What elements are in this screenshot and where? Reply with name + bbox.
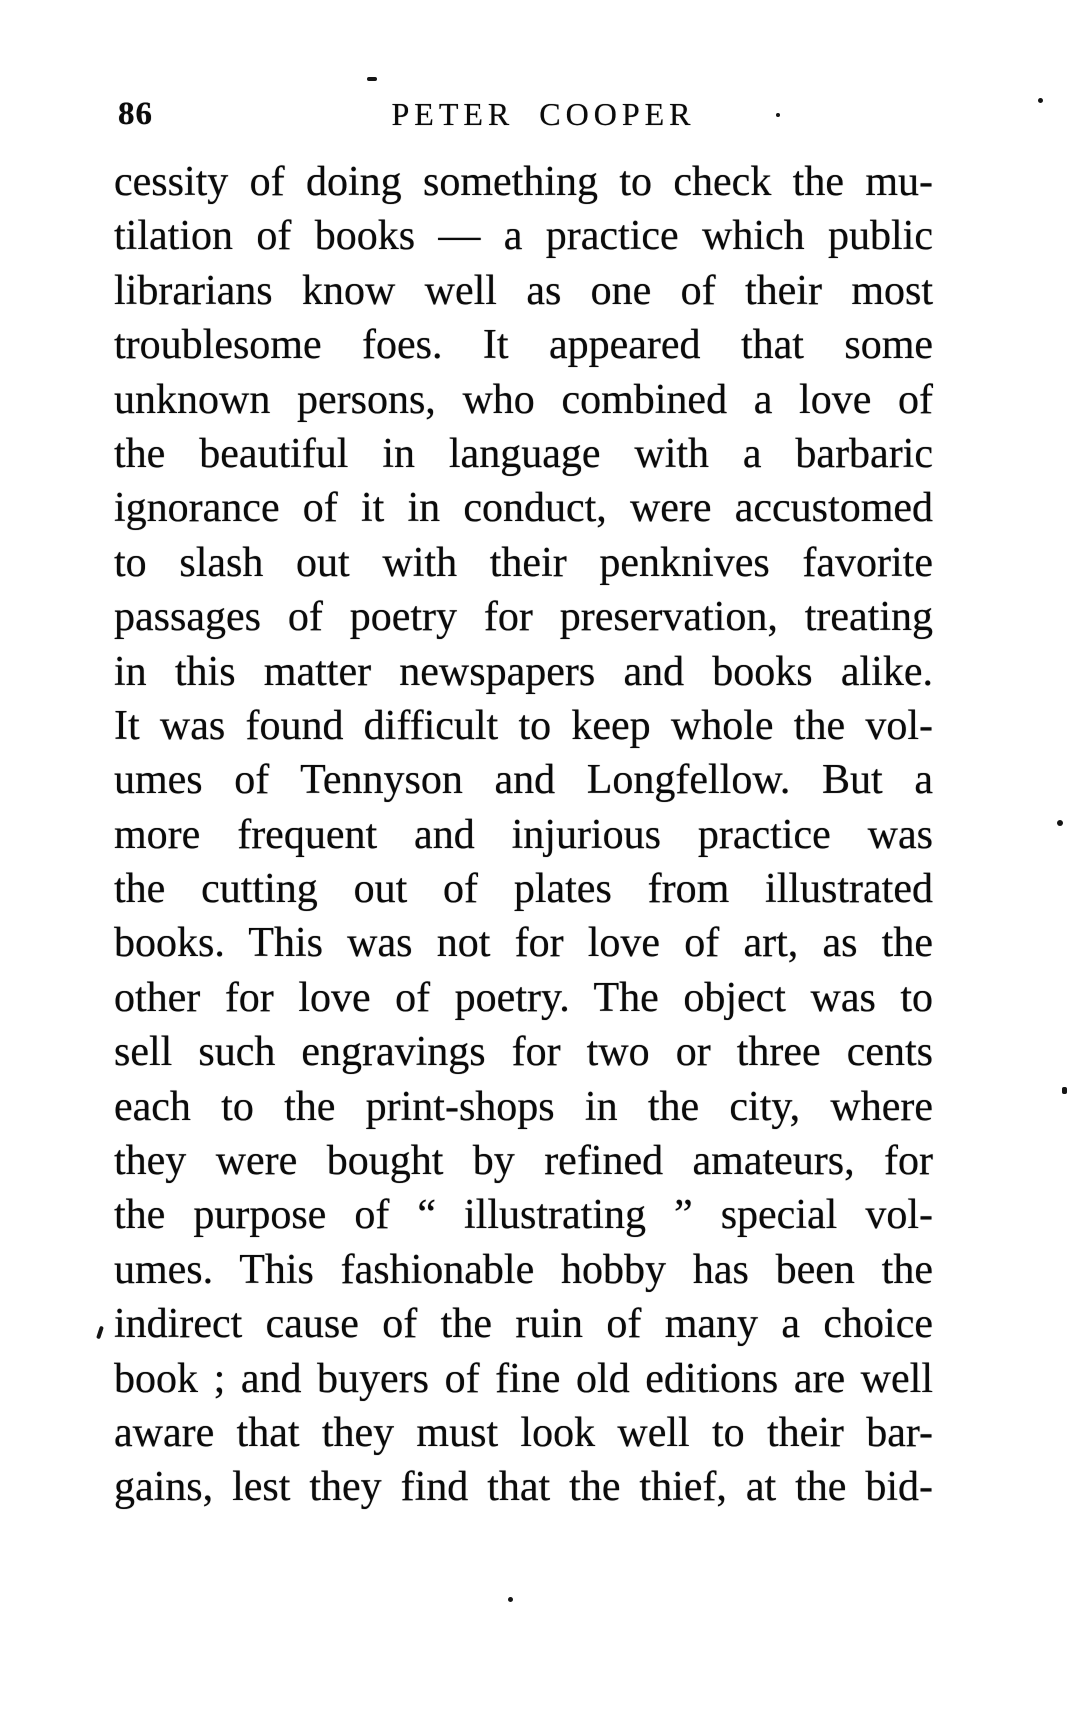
body-text-block	[114, 155, 933, 1515]
scan-speck	[367, 77, 377, 81]
text-line: sell such engravings for two or three cents	[114, 1029, 933, 1076]
text-line: umes of Tennyson and Longfellow. But a	[114, 757, 933, 804]
text-line: tilation of books — a practice which public	[114, 213, 933, 260]
text-line: they were bought by refined amateurs, for	[114, 1138, 933, 1185]
scan-speck	[1057, 820, 1063, 826]
text-line: aware that they must look well to their bar-	[114, 1409, 933, 1456]
scan-speck	[776, 113, 780, 117]
text-line: cessity of doing something to check the mu-	[114, 159, 933, 205]
text-line: umes. This fashionable hobby has been the	[114, 1246, 933, 1293]
page-number: 86	[118, 96, 153, 132]
text-line: book ; and buyers of fine old editions are well	[114, 1355, 933, 1402]
text-line: gains, lest they find that the thief, at the bid-	[114, 1464, 933, 1511]
text-line: to slash out with their penknives favorite	[114, 539, 933, 586]
text-line: other for love of poetry. The object was to	[114, 974, 933, 1021]
scan-speck	[1038, 98, 1043, 103]
scan-speck	[1062, 1087, 1067, 1094]
text-line: more frequent and injurious practice was	[114, 811, 933, 858]
text-line: books. This was not for love of art, as the	[114, 920, 933, 967]
text-line: each to the print-shops in the city, where	[114, 1083, 933, 1130]
text-line: passages of poetry for preservation, treating	[114, 594, 933, 641]
text-line: in this matter newspapers and books alike.	[114, 648, 933, 695]
text-line: the beautiful in language with a barbaric	[114, 430, 933, 477]
text-line: unknown persons, who combined a love of	[114, 376, 933, 423]
text-line: librarians know well as one of their most	[114, 267, 933, 314]
text-line: the cutting out of plates from illustrated	[114, 866, 933, 913]
text-line: ignorance of it in conduct, were accustomed	[114, 485, 933, 532]
text-line: indirect cause of the ruin of many a choice	[114, 1301, 933, 1348]
text-line: troublesome foes. It appeared that some	[114, 322, 933, 369]
text-line: the purpose of “ illustrating ” special vol-	[114, 1192, 933, 1239]
running-header-title: PETER COOPER	[391, 96, 696, 132]
scan-speck	[508, 1597, 513, 1602]
scan-speck	[96, 1326, 104, 1340]
running-header	[0, 98, 1067, 134]
text-line: It was found difficult to keep whole the vol-	[114, 702, 933, 749]
